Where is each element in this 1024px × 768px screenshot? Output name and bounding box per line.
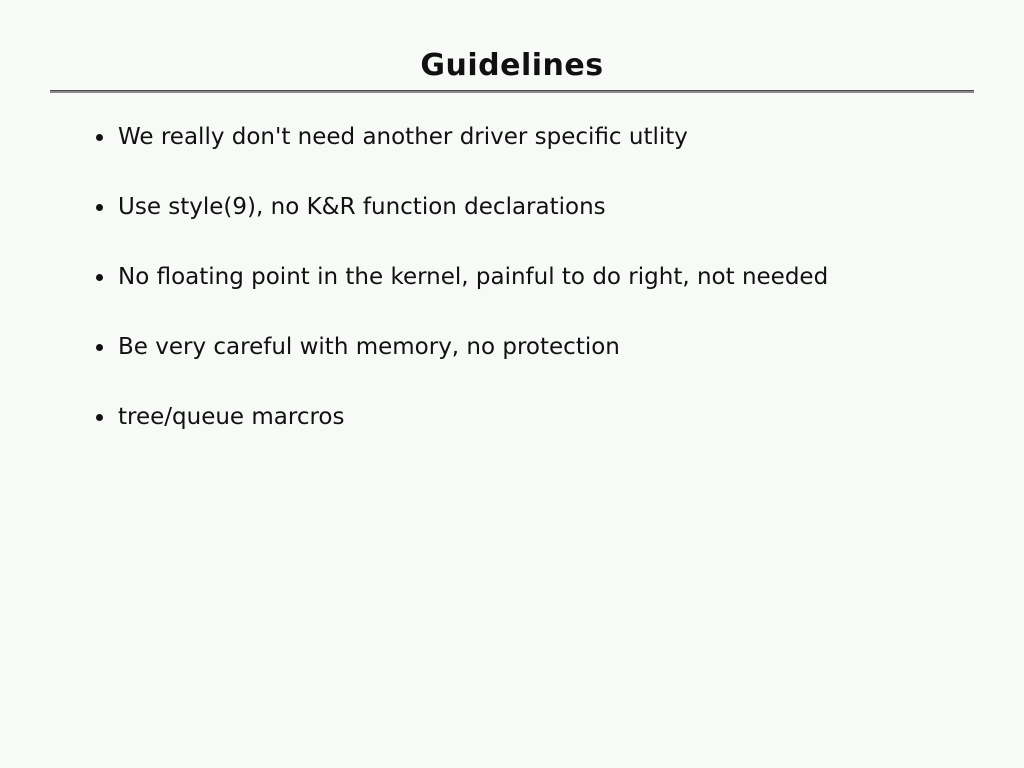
bullet-list <box>92 122 972 472</box>
bullet-dot-icon <box>96 344 103 351</box>
list-item <box>92 122 972 152</box>
list-item <box>92 192 972 222</box>
page-title: Guidelines <box>420 48 604 83</box>
bullet-dot-icon <box>96 134 103 141</box>
bullet-dot-icon <box>96 414 103 421</box>
bullet-dot-icon <box>96 204 103 211</box>
list-item <box>92 402 972 432</box>
list-item-label: Be very careful with memory, no protection <box>118 334 620 360</box>
list-item-label: tree/queue marcros <box>118 404 345 430</box>
title-divider <box>50 90 974 93</box>
list-item <box>92 262 972 292</box>
list-item-label: We really don't need another driver specific utlity <box>118 124 688 150</box>
list-item <box>92 332 972 362</box>
list-item-label: No floating point in the kernel, painful to do right, not needed <box>118 264 829 290</box>
bullet-dot-icon <box>96 274 103 281</box>
list-item-label: Use style(9), no K&R function declarations <box>118 194 606 220</box>
